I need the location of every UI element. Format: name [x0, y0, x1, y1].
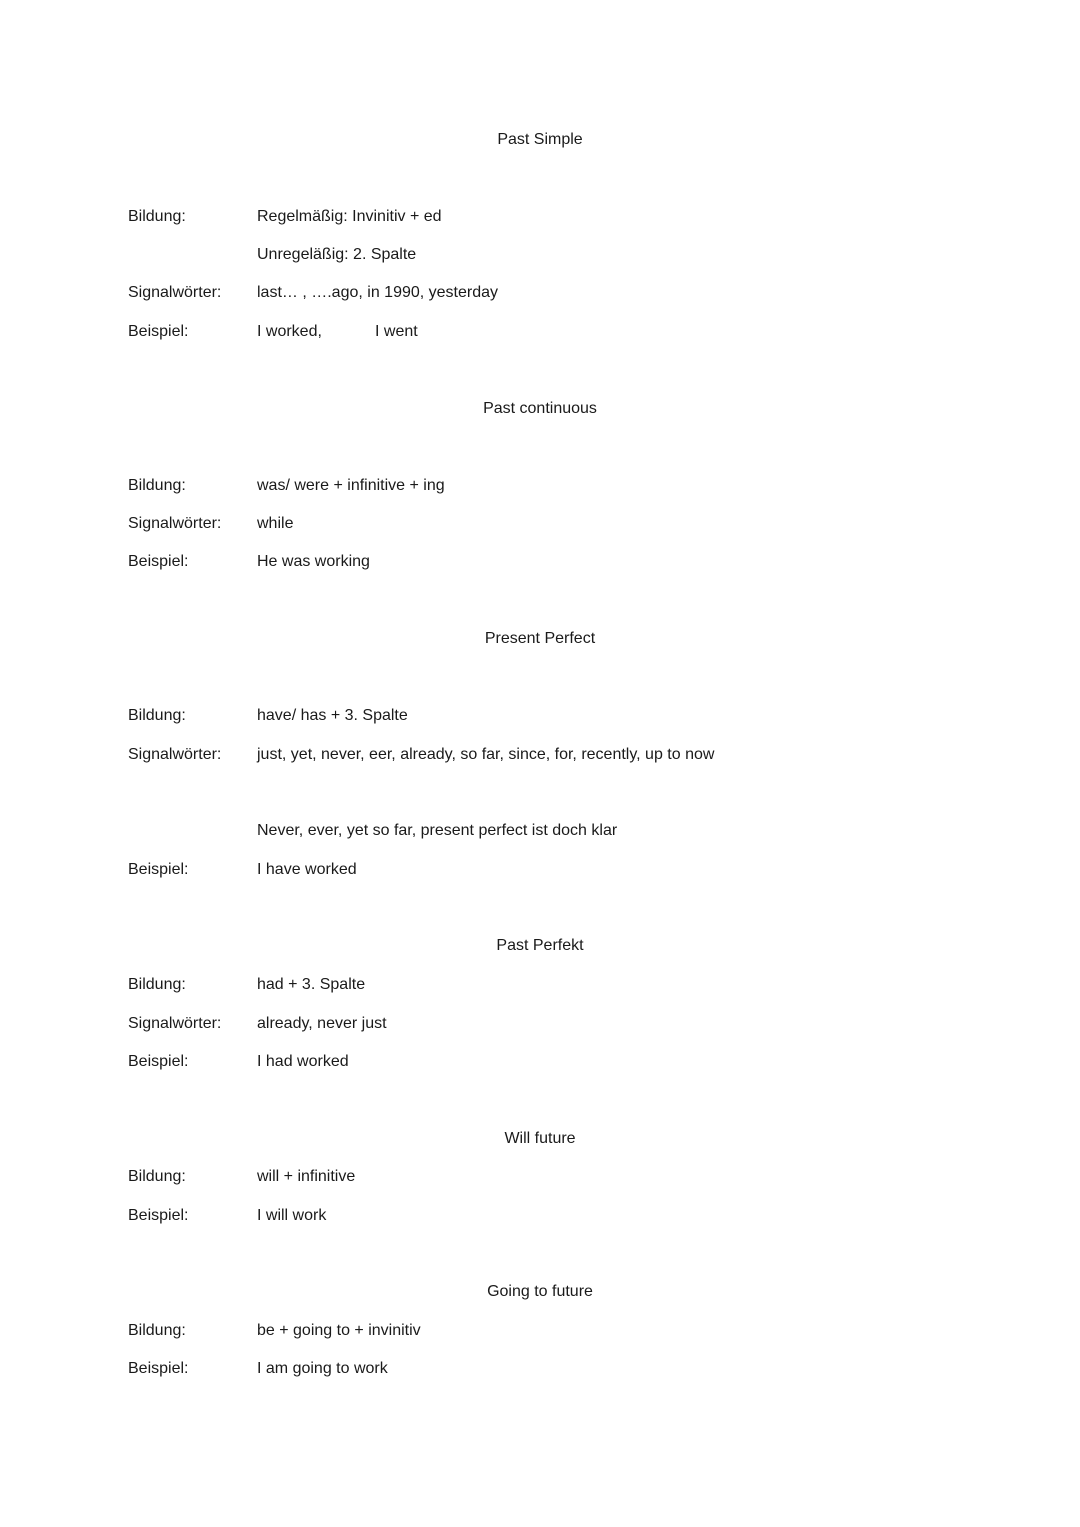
row-value: be + going to + invinitiv	[257, 1322, 421, 1339]
row-value: Regelmäßig: Invinitiv + ed	[257, 208, 442, 225]
row-label: Bildung:	[128, 208, 186, 225]
row-value: already, never just	[257, 1015, 387, 1032]
row-value: I have worked	[257, 861, 357, 878]
row-value: I had worked	[257, 1053, 349, 1070]
row-value-second: I went	[375, 323, 418, 340]
row-value: Unregeläßig: 2. Spalte	[257, 246, 417, 263]
row-value: will + infinitive	[257, 1168, 356, 1185]
row-label: Beispiel:	[128, 1053, 189, 1070]
section-title-present-perfect: Present Perfect	[484, 630, 596, 647]
row-label: Bildung:	[128, 477, 186, 494]
section-title-past-simple: Past Simple	[497, 131, 583, 148]
row-label: Bildung:	[128, 1168, 186, 1185]
row-label: Beispiel:	[128, 553, 189, 570]
row-label: Bildung:	[128, 1322, 186, 1339]
section-title-past-perfekt: Past Perfekt	[496, 937, 584, 954]
row-value: just, yet, never, eer, already, so far, since, for, recently, up to now	[257, 746, 715, 763]
row-label: Bildung:	[128, 707, 186, 724]
row-label: Signalwörter:	[128, 284, 222, 301]
section-title-past-continuous: Past continuous	[483, 400, 597, 417]
row-value: have/ has + 3. Spalte	[257, 707, 408, 724]
row-value: while	[257, 515, 294, 532]
row-value: I am going to work	[257, 1360, 388, 1377]
row-value: Never, ever, yet so far, present perfect ist doch klar	[257, 822, 618, 839]
row-label: Beispiel:	[128, 323, 189, 340]
row-value: I worked,	[257, 323, 322, 340]
row-value: last… , ….ago, in 1990, yesterday	[257, 284, 499, 301]
row-label: Signalwörter:	[128, 1015, 222, 1032]
row-label: Beispiel:	[128, 1207, 189, 1224]
section-title-will-future: Will future	[504, 1130, 576, 1147]
row-value: had + 3. Spalte	[257, 976, 366, 993]
row-label: Beispiel:	[128, 1360, 189, 1377]
row-value: He was working	[257, 553, 370, 570]
row-label: Signalwörter:	[128, 515, 222, 532]
row-label: Beispiel:	[128, 861, 189, 878]
row-label: Signalwörter:	[128, 746, 222, 763]
row-value: was/ were + infinitive + ing	[257, 477, 445, 494]
row-value: I will work	[257, 1207, 327, 1224]
row-label: Bildung:	[128, 976, 186, 993]
section-title-going-to-future: Going to future	[487, 1283, 593, 1300]
